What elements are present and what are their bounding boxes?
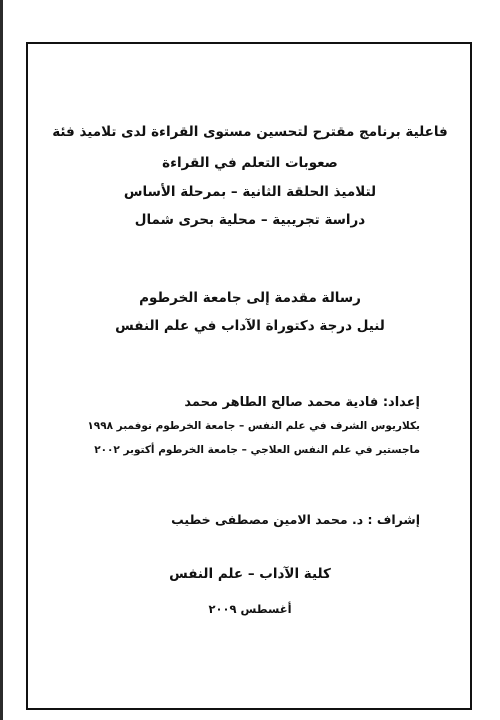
thesis-line-1: رسالة مقدمة إلى جامعة الخرطوم bbox=[139, 290, 361, 306]
title-line-3: لتلاميذ الحلقة الثانية – بمرحلة الأساس bbox=[123, 184, 377, 200]
faculty: كلية الآداب – علم النفس bbox=[169, 566, 331, 582]
title-line-1: فاعلية برنامج مقترح لتحسين مستوى القراءة لدى تلاميذ فئة bbox=[52, 124, 448, 140]
supervisor: إشراف : د. محمد الامين مصطفى خطيب bbox=[171, 512, 420, 527]
author-name: إعداد: فادية محمد صالح الطاهر محمد bbox=[184, 395, 420, 410]
author-degree-master: ماجستير في علم النفس العلاجي – جامعة الخرطوم أكتوبر ٢٠٠٢ bbox=[94, 444, 420, 456]
author-degree-bachelor: بكلاريوس الشرف في علم النفس – جامعة الخرطوم نوفمبر ١٩٩٨ bbox=[87, 420, 420, 432]
title-line-4: دراسة تجريبية – محلية بحرى شمال bbox=[134, 212, 366, 228]
title-line-2: صعوبات التعلم في القراءة bbox=[162, 155, 338, 171]
thesis-line-2: لنيل درجة دكتوراة الآداب في علم النفس bbox=[115, 318, 385, 334]
date: أغسطس ٢٠٠٩ bbox=[208, 602, 292, 616]
